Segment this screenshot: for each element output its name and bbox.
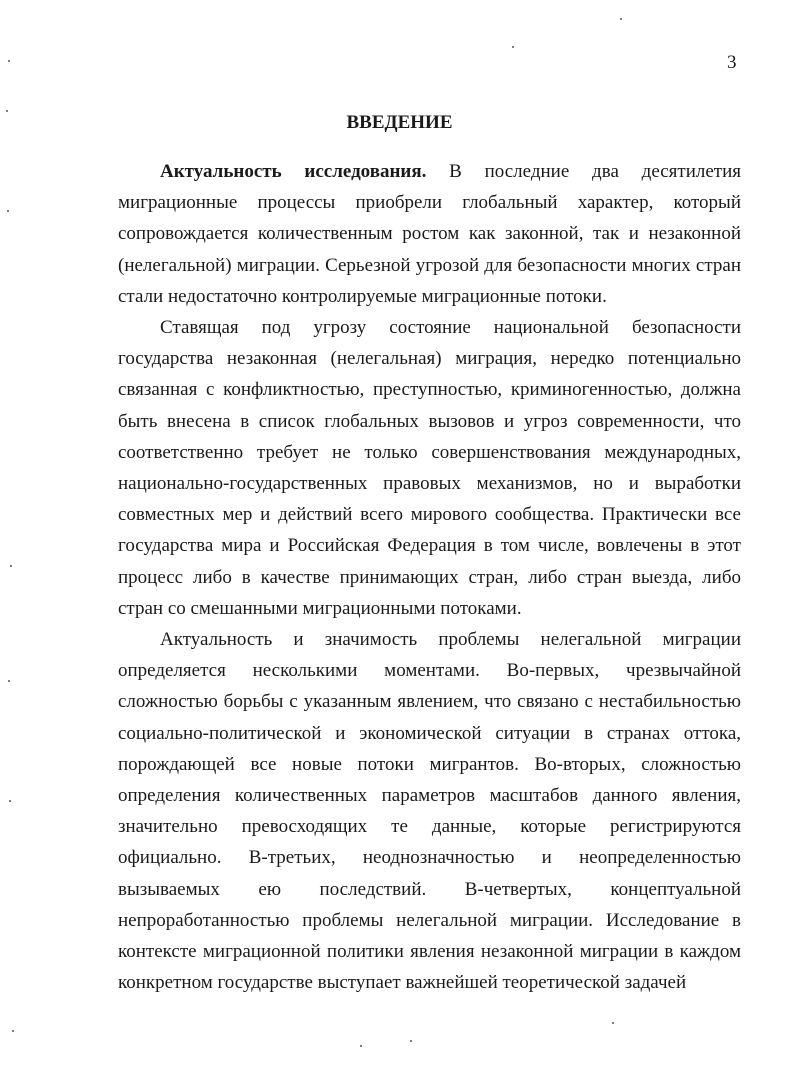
scan-speck: [8, 60, 10, 62]
scan-speck: [360, 1045, 362, 1047]
paragraph-1: [118, 156, 741, 312]
body-text: [118, 156, 741, 998]
paragraph-text: В последние два десятилетия миграционные процессы приобрели глобальный характер, который сопровождается количественным ростом как законной, так и незаконной (нелегальной) миграции. Серьезной угрозой для безопасности многих стран стали недостаточно контролируемые миграционные потоки.: [118, 161, 741, 307]
scan-speck: [612, 1022, 614, 1024]
paragraph-3: Актуальность и значимость проблемы нелегальной миграции определяется несколькими моментами. Во-первых, чрезвычайной сложностью борьбы с указанным явлением, что связано с нестабильностью социально-политической и экономической ситуации в странах оттока, порождающей все новые потоки мигрантов. Во-вторых, сложностью определения количественных параметров масштабов данного явления, значительно превосходящих те данные, которые регистрируются официально. В-третьих, неоднозначностью и неопределенностью вызываемых ею последствий. В-четвертых, концептуальной непроработанностью проблемы нелегальной миграции. Исследование в контексте миграционной политики явления незаконной миграции в каждом конкретном государстве выступает важнейшей теоретической задачей: [118, 629, 741, 994]
paragraph-2: Ставящая под угрозу состояние национальной безопасности государства незаконная (нелегальная) миграция, нередко потенциально связанная с конфликтностью, преступностью, криминогенностью, должна быть внесена в список глобальных вызовов и угроз современности, что соответственно требует не только совершенствования международных, национально-государственных правовых механизмов, но и выработки совместных мер и действий всего мирового сообщества. Практически все государства мира и Российская Федерация в том числе, вовлечены в этот процесс либо в качестве принимающих стран, либо стран выезда, либо стран со смешанными миграционными потоками.: [118, 317, 741, 619]
scan-speck: [620, 18, 622, 20]
scan-speck: [8, 680, 10, 682]
scan-speck: [9, 800, 11, 802]
scan-speck: [512, 46, 514, 48]
section-title: ВВЕДЕНИЕ: [346, 112, 453, 133]
scan-speck: [410, 1040, 412, 1042]
page-number: 3: [727, 52, 737, 73]
scan-speck: [10, 565, 12, 567]
scan-speck: [6, 110, 8, 112]
paragraph-lead: Актуальность исследования.: [160, 161, 427, 182]
scan-speck: [12, 1030, 14, 1032]
scan-speck: [7, 210, 9, 212]
